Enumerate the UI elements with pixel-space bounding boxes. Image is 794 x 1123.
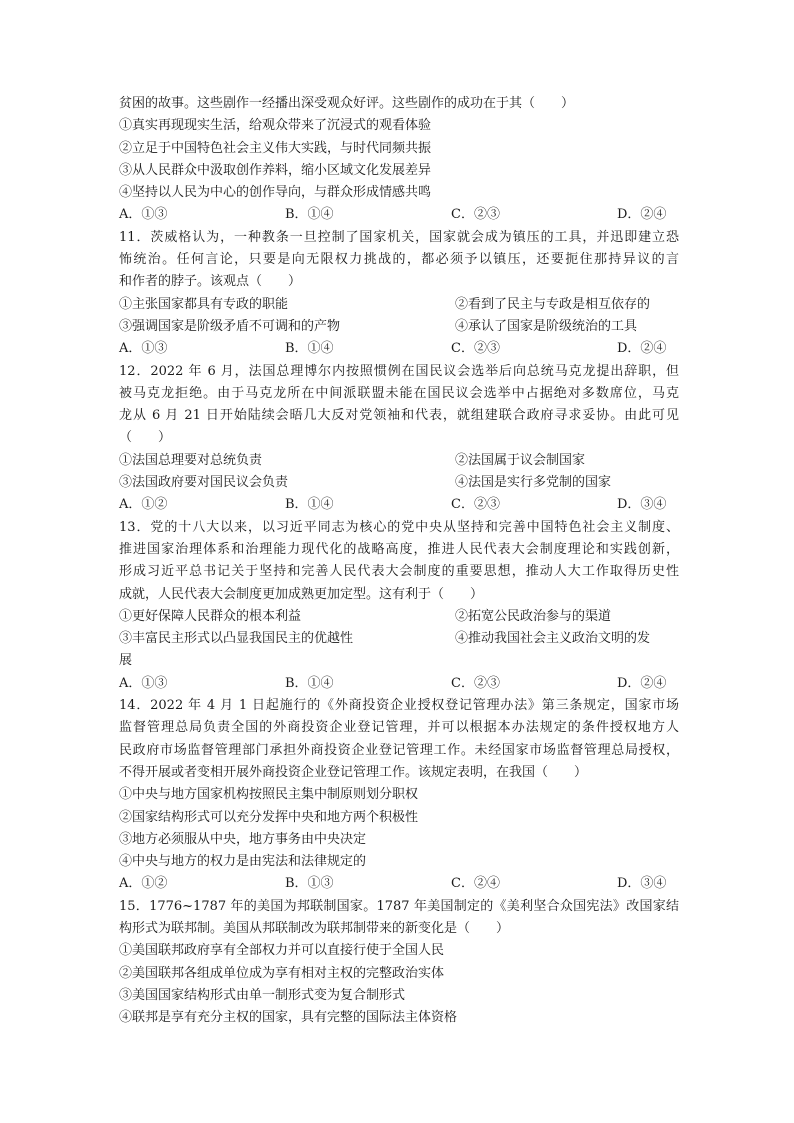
q11-options-row-2 [119,316,679,338]
q11-answer-c[interactable]: C．②③ [451,341,500,357]
q10-option-1: ①真实再现现实生活，给观众带来了沉浸式的观看体验 [119,118,432,134]
q10-option-2: ②立足于中国特色社会主义伟大实践，与时代同频共振 [119,140,432,156]
q15-option-1: ①美国联邦政府享有全部权力并可以直接行使于全国人民 [119,943,445,959]
q15-option-4: ④联邦是享有充分主权的国家，具有完整的国际法主体资格 [119,1010,458,1026]
q14-stem-line-1: 14．2022 年 4 月 1 日起施行的《外商投资企业授权登记管理办法》第三条规定，国家市场 [119,698,679,714]
q11-option-2: ②看到了民主与专政是相互依存的 [455,296,651,312]
q13-stem-line-1: 13．党的十八大以来，以习近平同志为核心的党中央从坚持和完善中国特色社会主义制度、 [119,519,679,535]
q12-option-3: ③法国政府要对国民议会负责 [119,475,289,491]
q13-answers [119,673,679,695]
q13-option-1: ①更好保障人民群众的根本利益 [119,608,302,624]
q12-answer-a[interactable]: A．①② [119,497,168,513]
q14-answer-a[interactable]: A．①② [119,876,168,892]
q12-options-row-1 [119,450,679,472]
q15-option-3: ③美国国家结构形式由单一制形式变为复合制形式 [119,987,406,1003]
q14-answer-d[interactable]: D．③④ [617,876,667,892]
q13-answer-a[interactable]: A．①③ [119,675,168,691]
q13-stem-line-2: 推进国家治理体系和治理能力现代化的战略高度，推进人民代表大会制度理论和实践创新， [119,541,679,557]
q14-stem-line-3: 民政府市场监督管理部门承担外商投资企业登记管理工作。未经国家市场监督管理总局授权， [119,742,679,758]
q11-stem-line-3: 和作者的脖子。该观点（ ） [119,274,302,290]
q13-answer-d[interactable]: D．②④ [617,675,667,691]
q14-option-3: ③地方必须服从中央，地方事务由中央决定 [119,831,367,847]
q10-answer-a[interactable]: A．①③ [119,207,168,223]
q13-option-4: ④推动我国社会主义政治文明的发 [455,631,651,647]
q13-option-3: ③丰富民主形式以凸显我国民主的优越性 [119,631,354,647]
q10-answer-b[interactable]: B．①④ [285,207,334,223]
q14-answer-c[interactable]: C．②④ [451,876,500,892]
q10-answer-d[interactable]: D．②④ [617,207,667,223]
q12-answer-b[interactable]: B．①④ [285,497,334,513]
q12-answer-c[interactable]: C．②③ [451,497,500,513]
q11-answer-d[interactable]: D．②④ [617,341,667,357]
q14-answers [119,873,679,895]
q11-option-1: ①主张国家都具有专政的职能 [119,296,289,312]
q13-option-4-wrap: 展 [119,653,133,669]
q13-options-row-2 [119,628,679,650]
q14-option-2: ②国家结构形式可以充分发挥中央和地方两个积极性 [119,809,419,825]
q13-option-2: ②拓宽公民政治参与的渠道 [455,608,612,624]
q13-stem-line-3: 形成习近平总书记关于坚持和完善人民代表大会制度的重要思想，推动人大工作取得历史性 [119,564,679,580]
q13-answer-c[interactable]: C．②③ [451,675,500,691]
q15-stem-line-2: 构形式为联邦制。美国从邦联制改为联邦制带来的新变化是（ ） [119,920,510,936]
q12-stem-line-2: 被马克龙拒绝。由于马克龙所在中间派联盟未能在国民议会选举中占据绝对多数席位，马克 [119,385,679,401]
q13-answer-b[interactable]: B．①④ [285,675,334,691]
q15-option-2: ②美国联邦各组成单位成为享有相对主权的完整政治实体 [119,965,445,981]
q14-stem-line-2: 监督管理总局负责全国的外商投资企业登记管理，并可以根据本办法规定的条件授权地方人 [119,720,679,736]
q13-options-row-1 [119,606,679,628]
q12-option-2: ②法国属于议会制国家 [455,452,586,468]
q10-answer-c[interactable]: C．②③ [451,207,500,223]
q11-answer-b[interactable]: B．①④ [285,341,334,357]
q12-stem-line-1: 12．2022 年 6 月，法国总理博尔内按照惯例在国民议会选举后向总统马克龙提出辞职，但 [119,363,679,379]
q11-answers [119,338,679,360]
q12-options-row-2 [119,472,679,494]
q12-stem-line-3: 龙从 6 月 21 日开始陆续会晤几大反对党领袖和代表，就组建联合政府寻求妥协。由此可见 [119,408,679,424]
q11-option-4: ④承认了国家是阶级统治的工具 [455,318,638,334]
q11-answer-a[interactable]: A．①③ [119,341,168,357]
q11-option-3: ③强调国家是阶级矛盾不可调和的产物 [119,318,341,334]
q12-stem-line-4: （ ） [119,430,172,446]
q14-answer-b[interactable]: B．①③ [285,876,334,892]
q15-stem-line-1: 15．1776~1787 年的美国为邦联制国家。1787 年美国制定的《美利坚合众国宪法》改国家结 [119,898,679,914]
q10-stem-tail: 贫困的故事。这些剧作一经播出深受观众好评。这些剧作的成功在于其（ ） [119,96,575,111]
q11-stem-line-2: 怖统治。任何言论，只要是向无限权力挑战的，都必须予以镇压，还要扼住那持异议的言 [119,252,679,268]
q13-stem-line-4: 成就，人民代表大会制度更加成熟更加定型。这有利于（ ） [119,586,484,602]
q11-options-row-1 [119,294,679,316]
q12-answers [119,494,679,516]
q14-option-1: ①中央与地方国家机构按照民主集中制原则划分职权 [119,787,419,803]
q12-option-1: ①法国总理要对总统负责 [119,452,263,468]
q11-stem-line-1: 11．茨威格认为，一种教条一旦控制了国家机关，国家就会成为镇压的工具，并迅即建立恐 [119,229,679,245]
q10-option-4: ④坚持以人民为中心的创作导向，与群众形成情感共鸣 [119,185,432,201]
q12-answer-d[interactable]: D．③④ [617,497,667,513]
q14-option-4: ④中央与地方的权力是由宪法和法律规定的 [119,854,367,870]
q10-option-3: ③从人民群众中汲取创作养料，缩小区域文化发展差异 [119,162,432,178]
q14-stem-line-4: 不得开展或者变相开展外商投资企业登记管理工作。该规定表明，在我国（ ） [119,764,588,780]
question-content [119,93,679,1029]
q12-option-4: ④法国是实行多党制的国家 [455,475,612,491]
q10-answers [119,204,679,226]
